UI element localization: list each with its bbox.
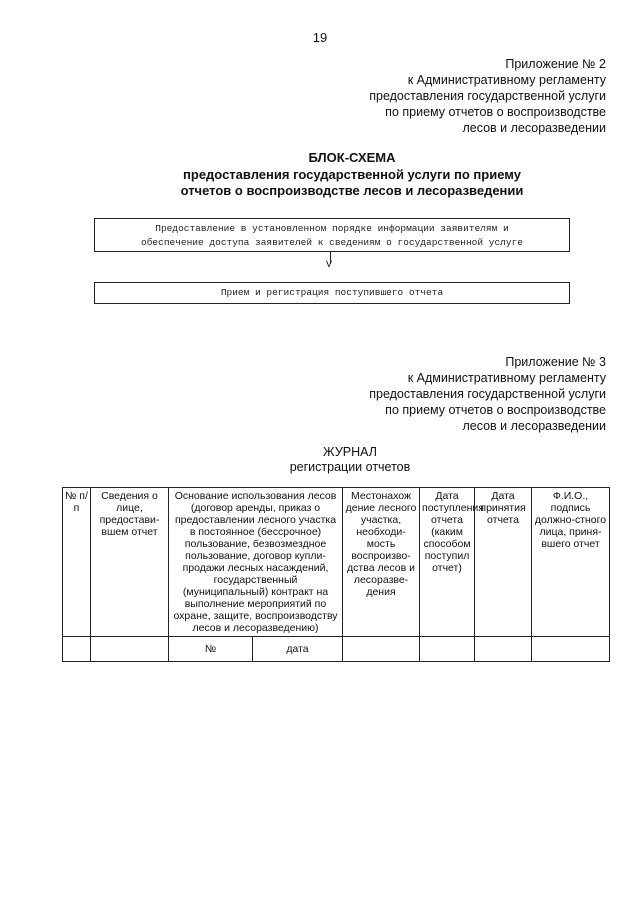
- table-cell: [63, 637, 91, 662]
- appendix-3-line: к Административному регламенту: [407, 371, 606, 385]
- appendix-2-line: лесов и лесоразведении: [462, 121, 606, 135]
- journal-subheader-date: дата: [253, 637, 343, 662]
- appendix-3-line: по приему отчетов о воспроизводстве: [385, 403, 606, 417]
- journal-header-row: [63, 488, 610, 637]
- flowchart-step-info-line: Предоставление в установленном порядке информации заявителям и: [155, 223, 509, 234]
- flowchart-title: БЛОК-СХЕМА: [308, 150, 396, 165]
- appendix-2-line: предоставления государственной услуги: [369, 89, 606, 103]
- appendix-2-line: Приложение № 2: [505, 57, 606, 71]
- appendix-2-header: [369, 56, 606, 136]
- appendix-3-line: Приложение № 3: [505, 355, 606, 369]
- journal-header-cell: Сведения о лице, предостави-вшем отчет: [91, 488, 169, 637]
- flowchart-step-registration: Прием и регистрация поступившего отчета: [94, 282, 570, 304]
- journal-header-cell: Дата принятия отчета: [475, 488, 532, 637]
- journal-header-cell: № п/п: [63, 488, 91, 637]
- flowchart-subtitle-line: отчетов о воспроизводстве лесов и лесоразведении: [180, 183, 524, 198]
- table-cell: [475, 637, 532, 662]
- journal-header-cell: Местонахож дение лесного участка, необходи-мость воспроизво-дства лесов и лесоразве-дения: [343, 488, 420, 637]
- table-cell: [532, 637, 610, 662]
- table-cell: [420, 637, 475, 662]
- journal-title: ЖУРНАЛ: [323, 445, 377, 459]
- flowchart-subtitle-line: предоставления государственной услуги по приему: [183, 167, 521, 182]
- flowchart-step-info-line: обеспечение доступа заявителей к сведениям о государственной услуге: [141, 237, 523, 248]
- journal-header-cell: Дата поступления отчета (каким способом поступил отчет): [420, 488, 475, 637]
- page-number: 19: [312, 30, 328, 45]
- appendix-2-line: к Административному регламенту: [407, 73, 606, 87]
- journal-header-cell: Основание использования лесов (договор аренды, приказ о предоставлении лесного участка в постоянное (бессрочное) пользование, безвозмездное пользование, договор купли-продажи лесных насаждений, государственный (муниципальный) контракт на выполнение мероприятий по охране, защите, воспроизводству лесов и лесоразведению): [169, 488, 343, 637]
- flowchart-arrow: V: [326, 260, 333, 271]
- flowchart-subtitle: [0, 167, 640, 199]
- journal-table: [62, 487, 610, 662]
- journal-subheader-row: [63, 637, 610, 662]
- journal-header-cell: Ф.И.О., подпись должно-стного лица, приня-вшего отчет: [532, 488, 610, 637]
- appendix-3-line: лесов и лесоразведении: [462, 419, 606, 433]
- table-cell: [343, 637, 420, 662]
- appendix-2-line: по приему отчетов о воспроизводстве: [385, 105, 606, 119]
- flowchart-step-info: [94, 218, 570, 252]
- journal-subheader-number: №: [169, 637, 253, 662]
- journal-subtitle: регистрации отчетов: [289, 460, 411, 474]
- table-cell: [91, 637, 169, 662]
- appendix-3-header: [369, 354, 606, 434]
- appendix-3-line: предоставления государственной услуги: [369, 387, 606, 401]
